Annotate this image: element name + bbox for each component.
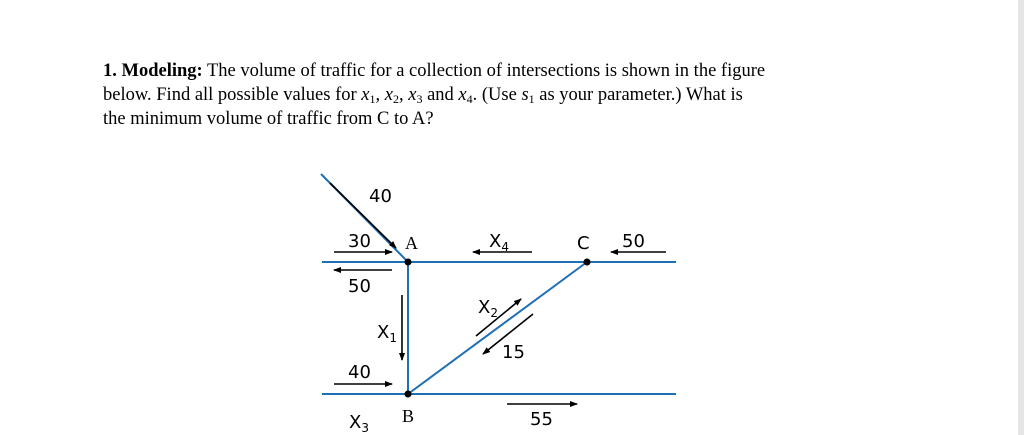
variable-x2-label: $X_2$: [478, 297, 498, 320]
flow-label-left-top-out: 50: [348, 276, 371, 297]
problem-number: 1.: [103, 61, 117, 81]
variable-x1-label: $X_1$: [377, 322, 397, 345]
node-c-label: C: [577, 233, 590, 254]
problem-line-2: below. Find all possible values for $x_1$, $x_2$, $x_3$ and $x_4$. (Use $s_1$ as your parameter.) What is: [103, 85, 743, 106]
problem-line-2-text-c: . (Use: [472, 85, 522, 105]
problem-heading: Modeling:: [121, 61, 203, 81]
node-a-dot: [405, 259, 412, 266]
problem-line-2-text-b: and: [422, 85, 459, 105]
road-diagonal-bc: [408, 262, 587, 394]
variable-x4-label: $X_4$: [489, 231, 509, 254]
flow-label-bottom-out: 55: [530, 409, 553, 430]
node-b-dot: [405, 391, 412, 398]
flow-label-diag-out: 15: [502, 342, 525, 363]
problem-line-3: the minimum volume of traffic from C to A?: [103, 109, 434, 129]
node-a-label: A: [405, 233, 418, 253]
flow-label-right-in: 50: [622, 231, 645, 252]
problem-line-2-text-d: as your parameter.) What is: [534, 85, 743, 105]
node-c-dot: [584, 259, 591, 266]
node-b-label: B: [402, 406, 415, 426]
flow-label-left-top-in: 30: [348, 231, 371, 252]
problem-line-2-text-a: below. Find all possible values for: [103, 85, 362, 105]
problem-line-1-text: The volume of traffic for a collection of intersections is shown in the figure: [202, 61, 766, 81]
road-lines: [321, 174, 676, 394]
flow-label-left-bottom-in: 40: [348, 362, 371, 383]
variable-x3-label: $X_3$: [349, 412, 369, 435]
flow-label-top-in: 40: [369, 186, 392, 207]
